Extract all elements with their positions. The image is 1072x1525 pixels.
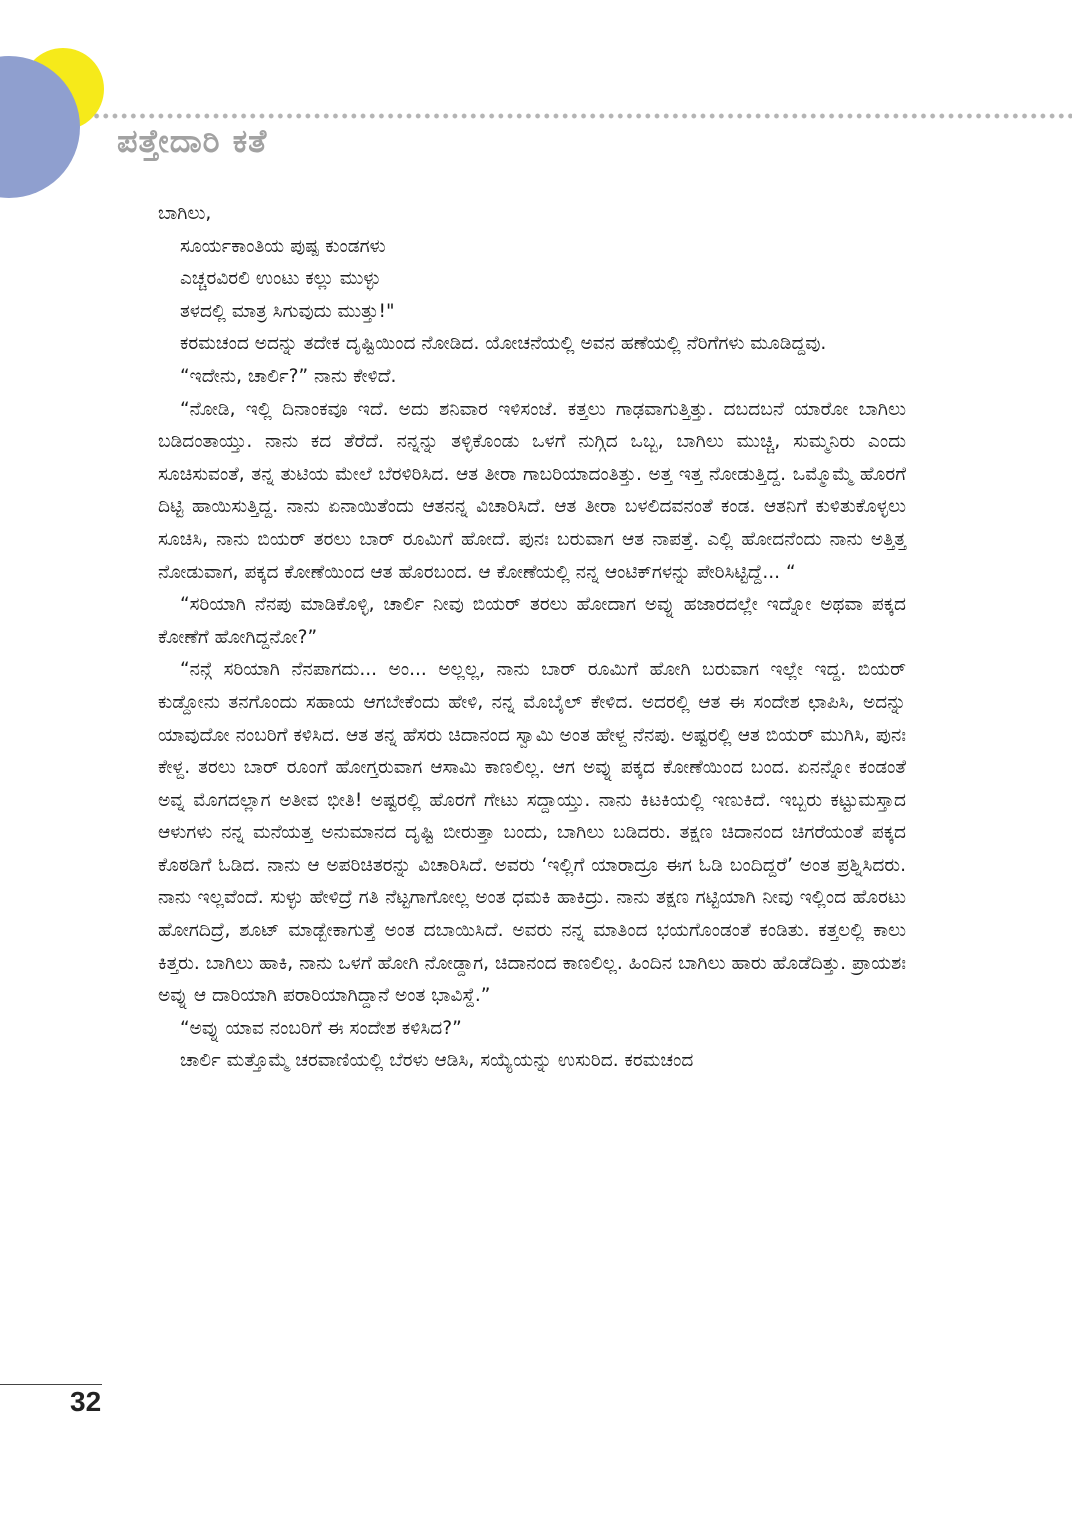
paragraph: “ಸರಿಯಾಗಿ ನೆನಪು ಮಾಡಿಕೊಳ್ಳಿ, ಚಾರ್ಲಿ ನೀವು ಬಿಯರ್ ತರಲು ಹೋದಾಗ ಅವ್ನು ಹಜಾರದಲ್ಲೇ ಇದ್ನೋ ಅಥವಾ ಪಕ್ಕದ ಕೋಣೆಗೆ ಹೋಗಿದ್ದನೋ?”: [158, 594, 906, 648]
story-text: [158, 198, 906, 1078]
paragraph: “ಅವ್ನು ಯಾವ ನಂಬರಿಗೆ ಈ ಸಂದೇಶ ಕಳಿಸಿದ?”: [180, 1017, 462, 1039]
paragraph: “ನನ್ಗೆ ಸರಿಯಾಗಿ ನೆನಪಾಗದು... ಅಂ... ಅಲ್ಲಲ್ಲ, ನಾನು ಬಾರ್ ರೂಮಿಗೆ ಹೋಗಿ ಬರುವಾಗ ಇಲ್ಲೇ ಇದ್ದ. ಬಿಯರ್ ಕುಡ್ದೋನು ತನಗೊಂದು ಸಹಾಯ ಆಗಬೇಕೆಂದು ಹೇಳಿ, ನನ್ನ ಮೊಬೈಲ್ ಕೇಳಿದ. ಅದರಲ್ಲಿ ಆತ ಈ ಸಂದೇಶ ಛಾಪಿಸಿ, ಅದನ್ನು ಯಾವುದೋ ನಂಬರಿಗೆ ಕಳಿಸಿದ. ಆತ ತನ್ನ ಹೆಸರು ಚಿದಾನಂದ ಸ್ವಾಮಿ ಅಂತ ಹೇಳ್ದ ನೆನಪು. ಅಷ್ಟರಲ್ಲಿ ಆತ ಬಿಯರ್ ಮುಗಿಸಿ, ಪುನಃ ಕೇಳ್ದ. ತರಲು ಬಾರ್ ರೂಂಗೆ ಹೋಗ್ತರುವಾಗ ಆಸಾಮಿ ಕಾಣಲಿಲ್ಲ. ಆಗ ಅವ್ನು ಪಕ್ಕದ ಕೋಣೆಯಿಂದ ಬಂದ. ಏನನ್ನೋ ಕಂಡಂತೆ ಅವ್ನ ಮೊಗದಲ್ಲಾಗ ಅತೀವ ಭೀತಿ! ಅಷ್ಟರಲ್ಲಿ ಹೊರಗೆ ಗೇಟು ಸದ್ದಾಯ್ತು. ನಾನು ಕಿಟಕಿಯಲ್ಲಿ ಇಣುಕಿದೆ. ಇಬ್ಬರು ಕಟ್ಟುಮಸ್ತಾದ ಆಳುಗಳು ನನ್ನ ಮನೆಯತ್ತ ಅನುಮಾನದ ದೃಷ್ಟಿ ಬೀರುತ್ತಾ ಬಂದು, ಬಾಗಿಲು ಬಡಿದರು. ತಕ್ಷಣ ಚಿದಾನಂದ ಚಿಗರೆಯಂತೆ ಪಕ್ಕದ ಕೊಠಡಿಗೆ ಓಡಿದ. ನಾನು ಆ ಅಪರಿಚಿತರನ್ನು ವಿಚಾರಿಸಿದೆ. ಅವರು ‘ಇಲ್ಲಿಗೆ ಯಾರಾದ್ರೂ ಈಗ ಓಡಿ ಬಂದಿದ್ದರೆ’ ಅಂತ ಪ್ರಶ್ನಿಸಿದರು. ನಾನು ಇಲ್ಲವೆಂದೆ. ಸುಳ್ಳು ಹೇಳಿದ್ರೆ ಗತಿ ನೆಟ್ಟಗಾಗೋಲ್ಲ ಅಂತ ಧಮಕಿ ಹಾಕಿದ್ರು. ನಾನು ತಕ್ಷಣ ಗಟ್ಟಿಯಾಗಿ ನೀವು ಇಲ್ಲಿಂದ ಹೊರಟು ಹೋಗದಿದ್ರೆ, ಶೂಟ್ ಮಾಡ್ಬೇಕಾಗುತ್ತೆ ಅಂತ ದಬಾಯಿಸಿದೆ. ಅವರು ನನ್ನ ಮಾತಿಂದ ಭಯಗೊಂಡಂತೆ ಕಂಡಿತು. ಕತ್ತಲಲ್ಲಿ ಕಾಲು ಕಿತ್ತರು. ಬಾಗಿಲು ಹಾಕಿ, ನಾನು ಒಳಗೆ ಹೋಗಿ ನೋಡ್ದಾಗ, ಚಿದಾನಂದ ಕಾಣಲಿಲ್ಲ. ಹಿಂದಿನ ಬಾಗಿಲು ಹಾರು ಹೊಡೆದಿತ್ತು. ಪ್ರಾಯಶಃ ಅವ್ನು ಆ ದಾರಿಯಾಗಿ ಪರಾರಿಯಾಗಿದ್ದಾನೆ ಅಂತ ಭಾವಿಸ್ದೆ.”: [158, 659, 906, 1007]
paragraph: ಕರಮಚಂದ ಅದನ್ನು ತದೇಕ ದೃಷ್ಟಿಯಿಂದ ನೋಡಿದ. ಯೋಚನೆಯಲ್ಲಿ ಅವನ ಹಣೆಯಲ್ಲಿ ನೆರಿಗೆಗಳು ಮೂಡಿದ್ದವು.: [180, 333, 827, 355]
verse-line: ಎಚ್ಚರವಿರಲಿ ಉಂಟು ಕಲ್ಲು ಮುಳ್ಳು: [180, 268, 381, 290]
paragraph: ಚಾರ್ಲಿ ಮತ್ತೊಮ್ಮೆ ಚರವಾಣಿಯಲ್ಲಿ ಬೆರಳು ಆಡಿಸಿ, ಸಯ್ಯೆಯನ್ನು ಉಸುರಿದ. ಕರಮಚಂದ: [180, 1050, 694, 1072]
paragraph: “ಇದೇನು, ಚಾರ್ಲಿ?” ನಾನು ಕೇಳಿದೆ.: [180, 365, 397, 387]
verse-line: ಸೂರ್ಯಕಾಂತಿಯ ಪುಷ್ಪ ಕುಂಡಗಳು: [180, 235, 386, 257]
footer-rule: [0, 1384, 102, 1385]
dotted-header-rule: [92, 112, 1072, 120]
verse-line: ತಳದಲ್ಲಿ ಮಾತ್ರ ಸಿಗುವುದು ಮುತ್ತು!": [180, 300, 395, 322]
section-title: ಪತ್ತೇದಾರಿ ಕತೆ: [117, 122, 268, 160]
paragraph: “ನೋಡಿ, ಇಲ್ಲಿ ದಿನಾಂಕವೂ ಇದೆ. ಅದು ಶನಿವಾರ ಇಳಿಸಂಜೆ. ಕತ್ತಲು ಗಾಢವಾಗುತ್ತಿತ್ತು. ದಬದಬನೆ ಯಾರೋ ಬಾಗಿಲು ಬಡಿದಂತಾಯ್ತು. ನಾನು ಕದ ತೆರೆದೆ. ನನ್ನನ್ನು ತಳ್ಳಿಕೊಂಡು ಒಳಗೆ ನುಗ್ಗಿದ ಒಬ್ಬ, ಬಾಗಿಲು ಮುಚ್ಚಿ, ಸುಮ್ಮನಿರು ಎಂದು ಸೂಚಿಸುವಂತೆ, ತನ್ನ ತುಟಿಯ ಮೇಲೆ ಬೆರಳಿರಿಸಿದ. ಆತ ತೀರಾ ಗಾಬರಿಯಾದಂತಿತ್ತು. ಅತ್ತ ಇತ್ತ ನೋಡುತ್ತಿದ್ದ. ಒಮ್ಮೊಮ್ಮೆ ಹೊರಗೆ ದಿಟ್ಟಿ ಹಾಯಿಸುತ್ತಿದ್ದ. ನಾನು ಏನಾಯಿತೆಂದು ಆತನನ್ನ ವಿಚಾರಿಸಿದೆ. ಆತ ತೀರಾ ಬಳಲಿದವನಂತೆ ಕಂಡ. ಆತನಿಗೆ ಕುಳಿತುಕೊಳ್ಳಲು ಸೂಚಿಸಿ, ನಾನು ಬಿಯರ್ ತರಲು ಬಾರ್ ರೂಮಿಗೆ ಹೋದೆ. ಪುನಃ ಬರುವಾಗ ಆತ ನಾಪತ್ತೆ. ಎಲ್ಲಿ ಹೋದನೆಂದು ನಾನು ಅತ್ತಿತ್ತ ನೋಡುವಾಗ, ಪಕ್ಕದ ಕೋಣೆಯಿಂದ ಆತ ಹೊರಬಂದ. ಆ ಕೋಣೆಯಲ್ಲಿ ನನ್ನ ಆಂಟಿಕ್‌ಗಳನ್ನು ಪೇರಿಸಿಟ್ಟಿದ್ದೆ... “: [158, 398, 906, 583]
paragraph: ಬಾಗಿಲು,: [158, 203, 212, 224]
page-number: 32: [70, 1386, 102, 1417]
